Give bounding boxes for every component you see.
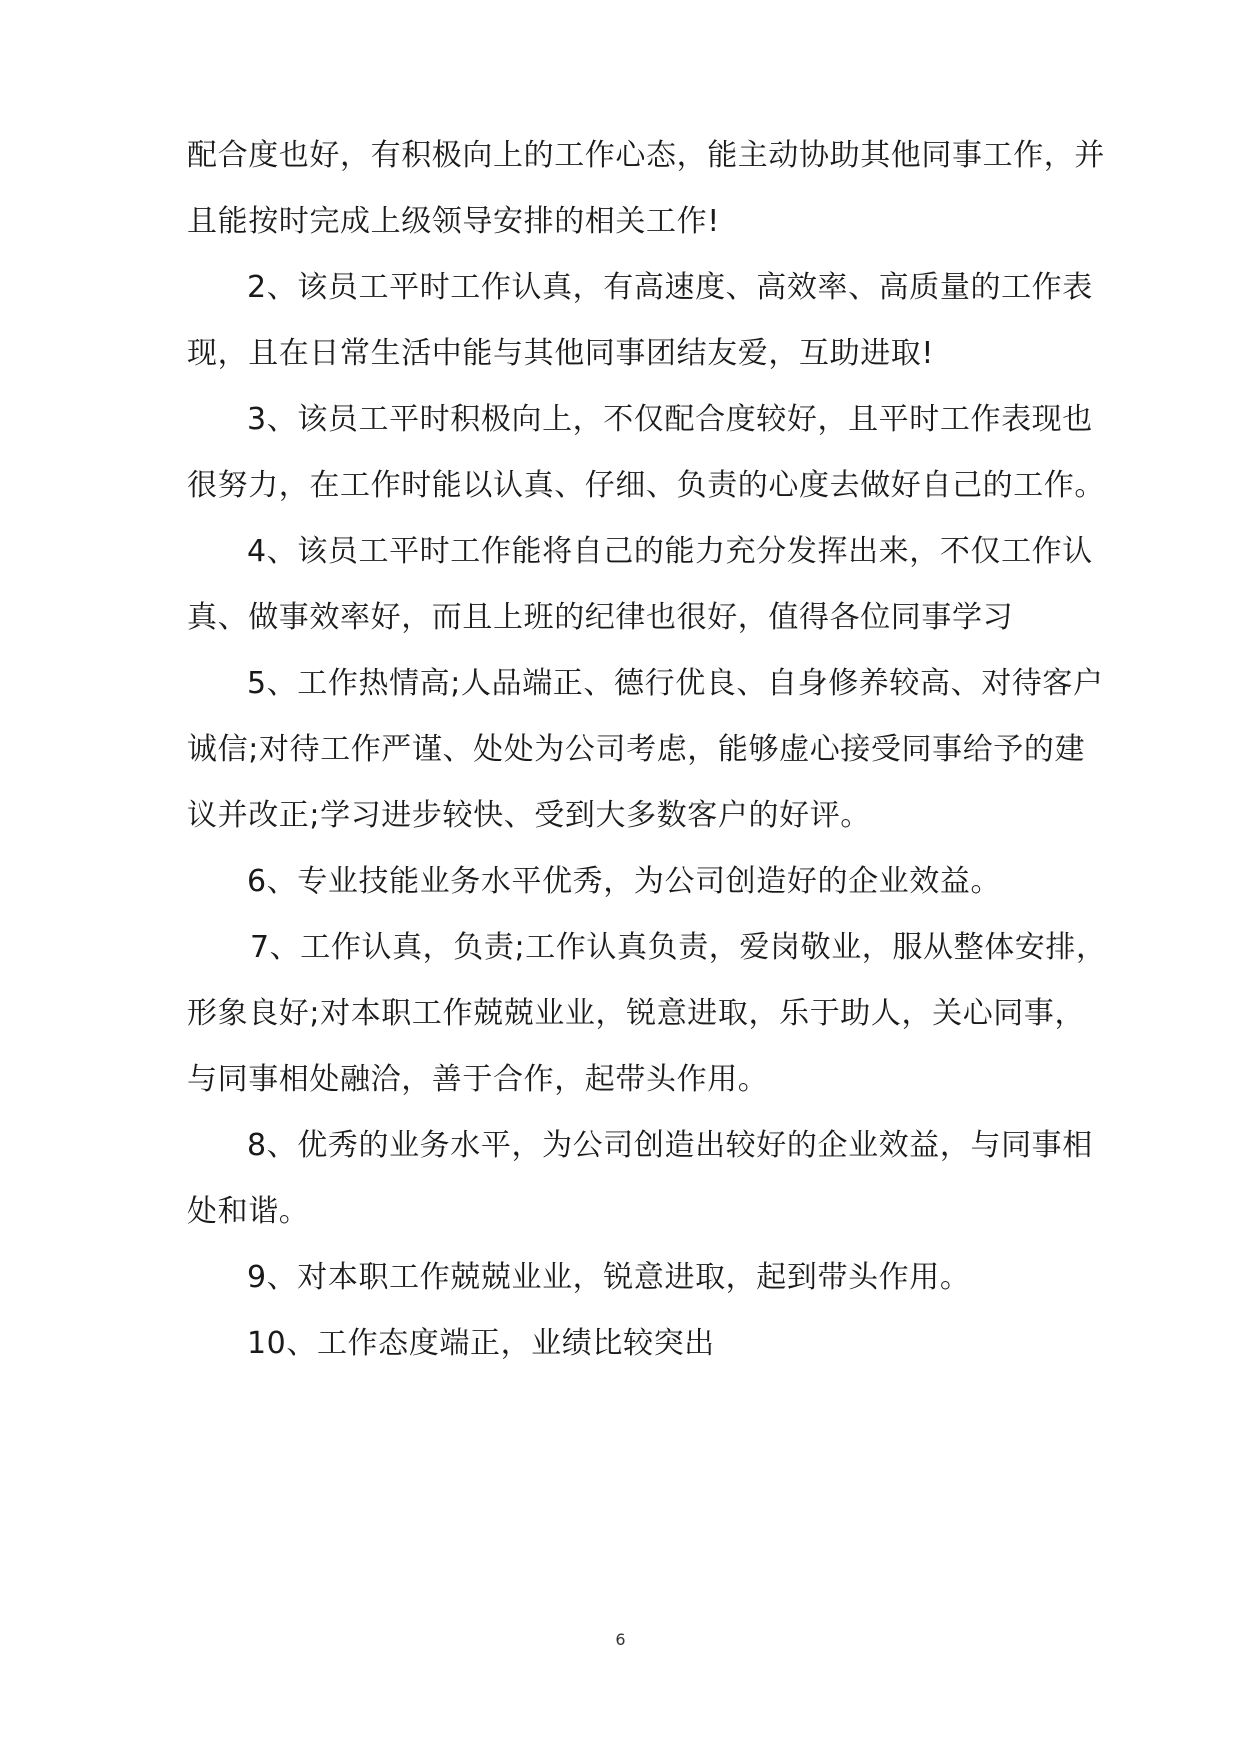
list-item-2-line: 2、该员工平时工作认真，有高速度、高效率、高质量的工作表 [247,270,1093,305]
list-item-7-line: 7、工作认真，负责;工作认真负责，爱岗敬业，服从整体安排， [250,930,1107,965]
text-line: 处和谐。 [187,1194,310,1229]
list-item-4-line: 4、该员工平时工作能将自己的能力充分发挥出来，不仅工作认 [247,534,1093,569]
text-line: 且能按时完成上级领导安排的相关工作! [187,204,720,239]
text-line: 形象良好;对本职工作兢兢业业，锐意进取，乐于助人，关心同事， [187,996,1086,1031]
text-line: 现，且在日常生活中能与其他同事团结友爱，互助进取! [187,336,935,371]
list-item-5-line: 5、工作热情高;人品端正、德行优良、自身修养较高、对待客户 [247,666,1104,701]
list-item-10-line: 10、工作态度端正，业绩比较突出 [247,1326,715,1361]
list-item-6-line: 6、专业技能业务水平优秀，为公司创造好的企业效益。 [247,864,1002,899]
list-item-9-line: 9、对本职工作兢兢业业，锐意进取，起到带头作用。 [247,1260,971,1295]
page-number: 6 [615,1630,626,1649]
text-line: 真、做事效率好，而且上班的纪律也很好，值得各位同事学习 [187,600,1014,635]
text-line: 配合度也好，有积极向上的工作心态，能主动协助其他同事工作，并 [187,138,1105,173]
list-item-8-line: 8、优秀的业务水平，为公司创造出较好的企业效益，与同事相 [247,1128,1093,1163]
text-line: 诚信;对待工作严谨、处处为公司考虑，能够虚心接受同事给予的建 [187,732,1086,767]
text-line: 议并改正;学习进步较快、受到大多数客户的好评。 [187,798,871,833]
text-line: 很努力，在工作时能以认真、仔细、负责的心度去做好自己的工作。 [187,468,1105,503]
list-item-3-line: 3、该员工平时积极向上，不仅配合度较好，且平时工作表现也 [247,402,1093,437]
text-line: 与同事相处融洽，善于合作，起带头作用。 [187,1062,769,1097]
